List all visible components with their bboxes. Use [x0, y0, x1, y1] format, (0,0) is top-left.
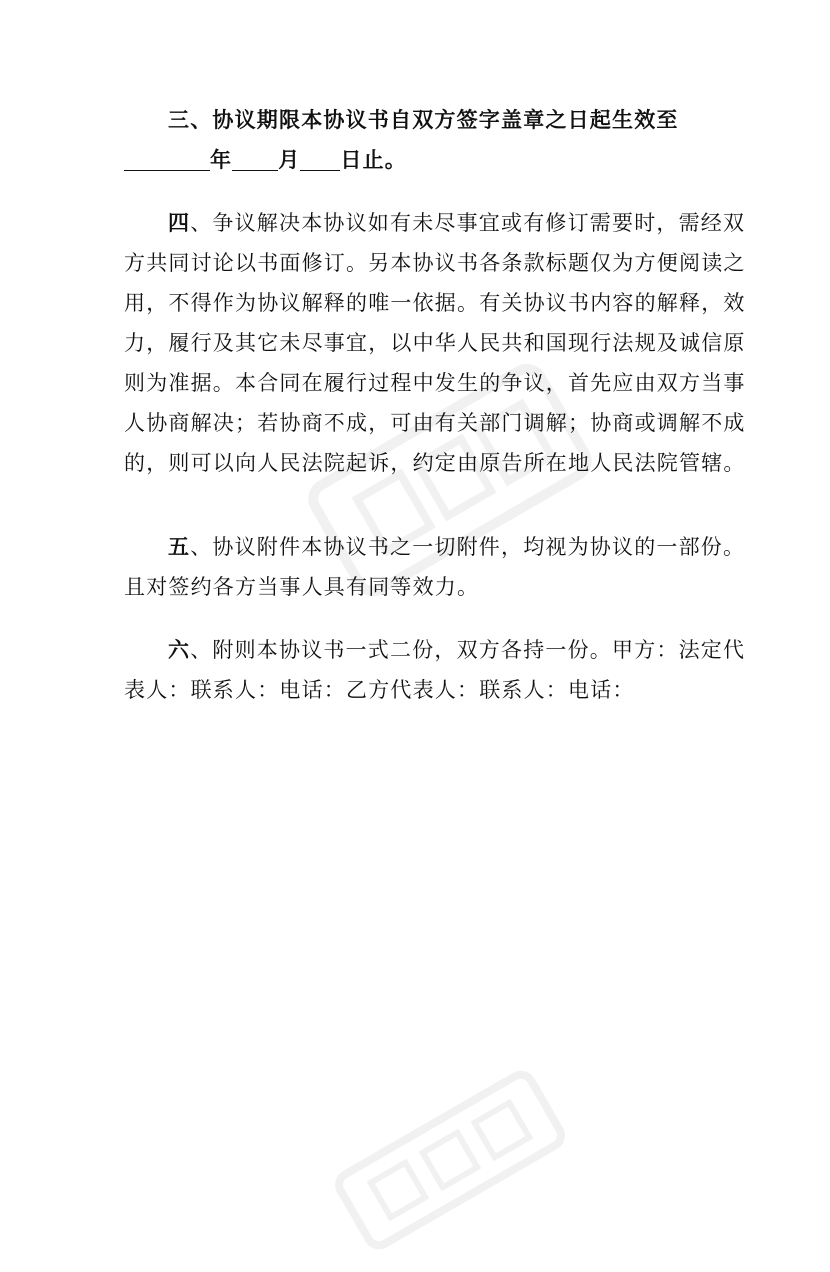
section-3-term [124, 100, 714, 180]
section-6-line-2: 表人：联系人：电话：乙方代表人：联系人：电话： [124, 678, 635, 702]
section-4-line-3: 用，不得作为协议解释的唯一依据。有关协议书内容的解释，效 [124, 291, 746, 315]
section-4-line-1-text: 、争议解决本协议如有未尽事宜或有修订需要时，需经双 [190, 211, 746, 235]
section-5-line-2: 且对签约各方当事人具有同等效力。 [124, 575, 480, 599]
section-4-number: 四 [168, 210, 191, 235]
section-4-line-2: 方共同讨论以书面修订。另本协议书各条款标题仅为方便阅读之 [124, 251, 746, 275]
section-4-line-6: 人协商解决；若协商不成，可由有关部门调解；协商或调解不成 [124, 411, 746, 435]
section-6-number: 六 [168, 637, 191, 662]
section-5-attachments [124, 527, 746, 607]
section-6-supplementary [124, 630, 746, 710]
day-end-label: 日止。 [340, 147, 408, 172]
watermark-logo-bottom [316, 1048, 584, 1272]
section-5-number: 五 [168, 534, 191, 559]
section-5-line-1-text: 、协议附件本协议书之一切附件，均视为协议的一部份。 [190, 535, 746, 559]
section-6-line-1 [124, 630, 746, 670]
section-6-line-1-text: 、附则本协议书一式二份，双方各持一份。甲方：法定代 [190, 638, 746, 662]
section-5-line-1 [124, 527, 746, 567]
section-4-line-7: 的，则可以向人民法院起诉，约定由原告所在地人民法院管辖。 [124, 451, 746, 475]
year-label: 年 [210, 147, 233, 172]
month-label: 月 [278, 147, 301, 172]
section-3-line-1: 三、协议期限本协议书自双方签字盖章之日起生效至 [168, 107, 679, 132]
year-blank [124, 148, 210, 171]
section-4-line-4: 力，履行及其它未尽事宜，以中华人民共和国现行法规及诚信原 [124, 331, 746, 355]
month-blank [232, 148, 278, 171]
day-blank [300, 148, 340, 171]
section-3-line-2 [124, 140, 714, 180]
section-4-dispute [124, 203, 746, 483]
section-4-line-1 [124, 203, 746, 243]
section-4-line-5: 则为准据。本合同在履行过程中发生的争议，首先应由双方当事 [124, 371, 746, 395]
